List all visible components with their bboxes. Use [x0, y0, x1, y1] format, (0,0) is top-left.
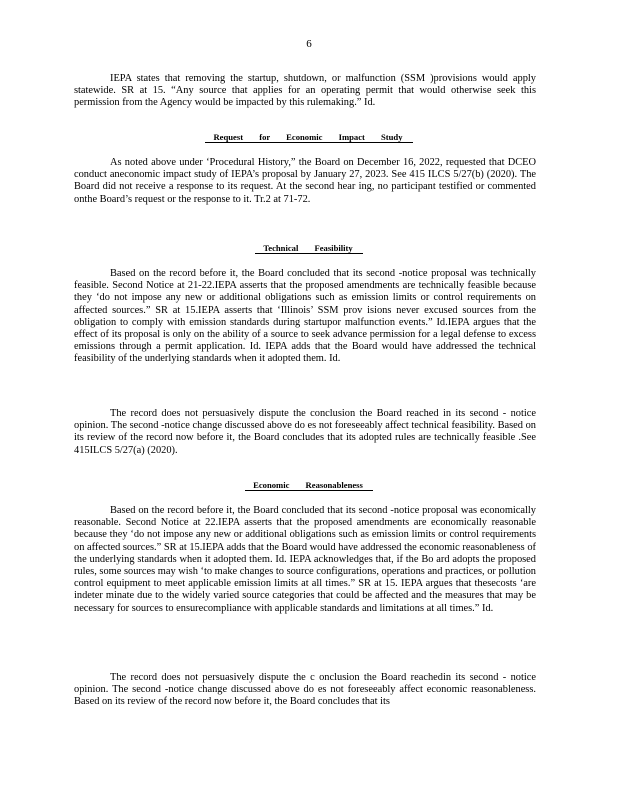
- heading-economic-impact-study-text: Request for Economic Impact Study: [205, 132, 412, 143]
- paragraph-technical-feasibility-record: Based on the record before it, the Board concluded that its second -notice proposal was technically feasible. Second Notice at 21-22.IEPA asserts that the proposed amendments are technically feasible because they ‘do not impose any new or additional obligations such as emission limits or control requirements on affected sources.” SR at 15.IEPA asserts that ‘Illinois’ SSM prov isions never excused sources from the obligation to comply with emission standards during startupor malfunction events.” Id.IEPA argues that the effect of its proposal is only on the ability of a source to seek advance permission for a legal defense to excess emissions through a permit application. Id. IEPA adds that the Board would have addressed the technical feasibility of the underlying standards when it adopted them. Id.: [74, 268, 536, 365]
- paragraph-dceo-study: As noted above under ‘Procedural History,” the Board on December 16, 2022, requested that DCEO conduct aneconomic impact study of IEPA’s proposal by January 27, 2023. See 415 ILCS 5/27(b) (2020). The Board did not receive a response to its request. At the second hear ing, no participant testified or commented onthe Board’s request or the response to it. Tr.2 at 71-72.: [74, 157, 536, 205]
- heading-technical-feasibility: [0, 242, 618, 254]
- paragraph-ssm-statewide: IEPA states that removing the startup, shutdown, or malfunction (SSM )provisions would apply statewide. SR at 15. “Any source that applies for an operating permit that would otherwise seek this permission from the Agency would be impacted by this rulemaking.” Id.: [74, 73, 536, 109]
- paragraph-technical-feasibility-conclusion: The record does not persuasively dispute the conclusion the Board reached in its second - notice opinion. The second -notice change discussed above do es not foreseeably affect technical feasibility. Based on its review of the record now before it, the Board concludes that its adopted rules are technically feasible .See 415ILCS 5/27(a) (2020).: [74, 408, 536, 456]
- paragraph-economic-reasonableness-record: Based on the record before it, the Board concluded that its second -notice proposal was economically reasonable. Second Notice at 22.IEPA asserts that the proposed amendments are economically reasonable because they ‘do not impose any new or additional obligations such as emission limits or control requirements on affected sources.” SR at 15.IEPA adds that the Board would have addressed the economic reasonableness of the underlying standards when it adopted them. Id. IEPA acknowledges that, if the Bo ard adopts the proposed rules, some sources may wish ‘to make changes to source configurations, operations and practices, or pollution control equipment to meet applicable emission limits at all times.” SR at 15. IEPA argues that thesecosts ‘are indeter minate due to the widely varied source categories that could be affected and the measures that may be necessary for sources to ensurecompliance with applicable standards and limitations at all times.” Id.: [74, 505, 536, 614]
- page-number: 6: [306, 38, 312, 50]
- paragraph-economic-reasonableness-conclusion: The record does not persuasively dispute the c onclusion the Board reachedin its second - notice opinion. The second -notice change discussed above do es not foreseeably affect economic reasonableness. Based on its review of the record now before it, the Board concludes that its: [74, 672, 536, 708]
- heading-economic-reasonableness: [0, 479, 618, 491]
- heading-economic-impact-study: [0, 131, 618, 143]
- heading-technical-feasibility-text: Technical Feasibility: [255, 243, 362, 254]
- heading-economic-reasonableness-text: Economic Reasonableness: [245, 480, 373, 491]
